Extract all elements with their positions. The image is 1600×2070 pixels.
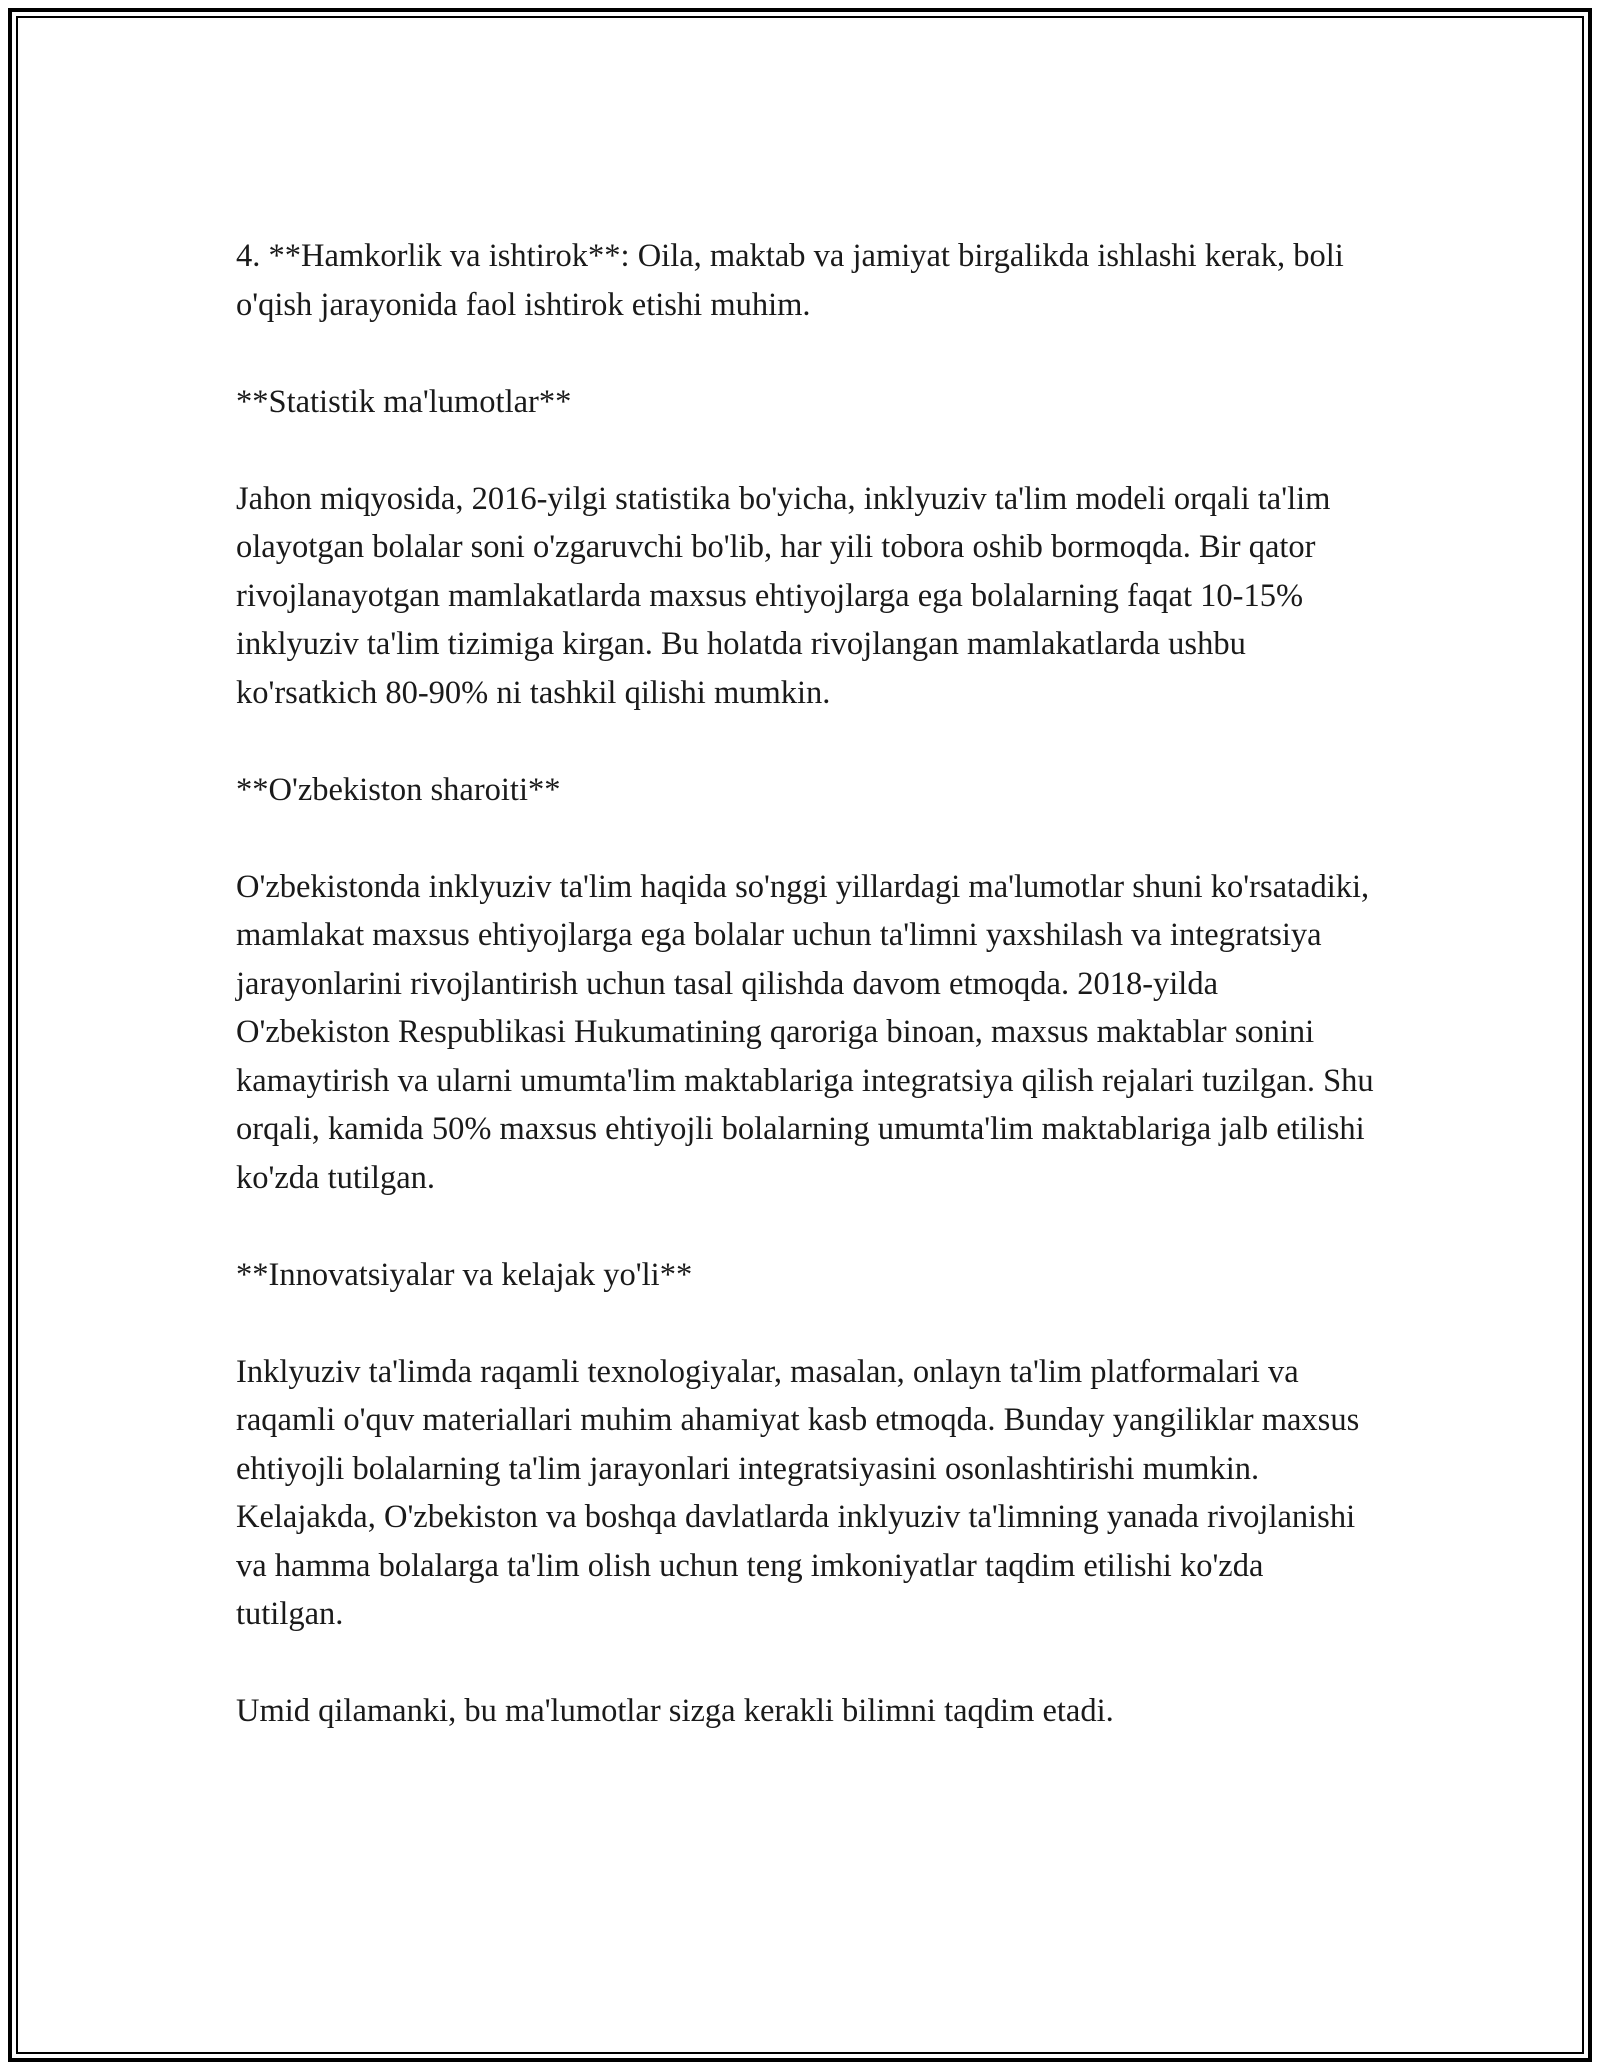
paragraph-uzbekistan: O'zbekistonda inklyuziv ta'lim haqida so'nggi yillardagi ma'lumotlar shuni ko'rsatadiki, mamlakat maxsus ehtiyojlarga ega bolalar uchun ta'limni yaxshilash va integratsiya jarayonlarini rivojlantirish uchun tasal qilishda davom etmoqda. 2018-yilda O'zbekiston Respublikasi Hukumatining qaroriga binoan, maxsus maktablar sonini kamaytirish va ularni umumta'lim maktablariga integratsiya qilish rejalari tuzilgan. Shu orqali, kamida 50% maxsus ehtiyojli bolalarning umumta'lim maktablariga jalb etilishi ko'zda tutilgan. <box>236 868 1374 1196</box>
paragraph-statistics: Jahon miqyosida, 2016-yilgi statistika bo'yicha, inklyuziv ta'lim modeli orqali ta'lim olayotgan bolalar soni o'zgaruvchi bo'lib, har yili tobora oshib bormoqda. Bir qator rivojlanayotgan mamlakatlarda maxsus ehtiyojlarga ega bolalarning faqat 10-15% inklyuziv ta'lim tizimiga kirgan. Bu holatda rivojlangan mamlakatlarda ushbu ko'rsatkich 80-90% ni tashkil qilishi mumkin. <box>236 480 1331 711</box>
document-body <box>236 232 1376 1736</box>
paragraph-innovations: Inklyuziv ta'limda raqamli texnologiyalar, masalan, onlayn ta'lim platformalari va raqamli o'quv materiallari muhim ahamiyat kasb etmoqda. Bunday yangiliklar maxsus ehtiyojli bolalarning ta'lim jarayonlari integratsiyasini osonlashtirishi mumkin. Kelajakda, O'zbekiston va boshqa davlatlarda inklyuziv ta'limning yanada rivojlanishi va hamma bolalarga ta'lim olish uchun teng imkoniyatlar taqdim etilishi ko'zda tutilgan. <box>236 1353 1360 1632</box>
closing-paragraph: Umid qilamanki, bu ma'lumotlar sizga kerakli bilimni taqdim etadi. <box>236 1693 1114 1729</box>
section-heading-uzbekistan: **O'zbekiston sharoiti** <box>236 771 561 808</box>
section-heading-statistics: **Statistik ma'lumotlar** <box>236 383 572 420</box>
section-heading-innovations: **Innovatsiyalar va kelajak yo'li** <box>236 1256 693 1293</box>
list-item-cooperation: 4. **Hamkorlik va ishtirok**: Oila, maktab va jamiyat birgalikda ishlashi kerak, boli o'qish jarayonida faol ishtirok etishi muhim. <box>236 238 1344 323</box>
